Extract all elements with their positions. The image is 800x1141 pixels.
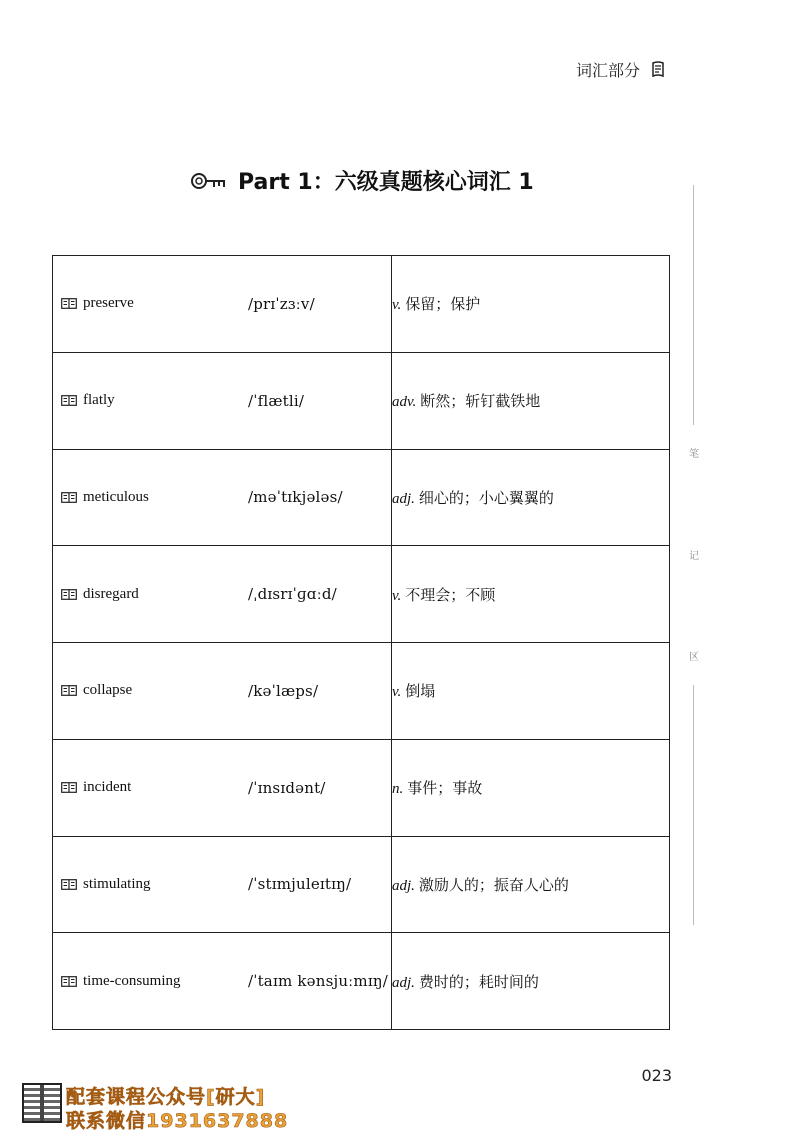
definition-cell bbox=[392, 836, 670, 933]
part-of-speech: v. bbox=[392, 684, 402, 701]
page-title: Part 1：六级真题核心词汇 1 bbox=[238, 170, 534, 195]
meaning: 细心的；小心翼翼的 bbox=[418, 488, 554, 507]
word-cell bbox=[53, 933, 392, 1030]
part-of-speech: adj. bbox=[392, 877, 415, 894]
definition-cell bbox=[392, 739, 670, 836]
meaning: 事件；事故 bbox=[407, 779, 483, 798]
side-divider bbox=[693, 185, 694, 425]
definition-cell bbox=[392, 933, 670, 1030]
word-cell bbox=[53, 836, 392, 933]
word-cell-content bbox=[53, 682, 391, 700]
open-book-icon bbox=[61, 395, 77, 406]
word-cell-content bbox=[53, 875, 391, 893]
phonetic: /ˈtaɪm kənsjuːmɪŋ/ bbox=[248, 972, 388, 991]
headword: preserve bbox=[83, 295, 134, 312]
definition-cell bbox=[392, 546, 670, 643]
running-header bbox=[576, 58, 666, 81]
open-book-icon bbox=[61, 589, 77, 600]
meaning: 保留；保护 bbox=[405, 295, 481, 314]
page-title-row bbox=[190, 165, 534, 196]
qr-code-icon bbox=[22, 1083, 62, 1123]
part-of-speech: adj. bbox=[392, 490, 415, 507]
phonetic: /prɪˈzɜːv/ bbox=[248, 294, 315, 313]
meaning: 倒塌 bbox=[405, 682, 436, 701]
open-book-icon bbox=[61, 492, 77, 503]
key-icon bbox=[190, 171, 228, 191]
part-of-speech: adj. bbox=[392, 974, 415, 991]
headword: stimulating bbox=[83, 875, 151, 892]
word-cell-content bbox=[53, 972, 391, 990]
vocab-row bbox=[53, 643, 670, 740]
phonetic: /ˌdɪsrɪˈɡɑːd/ bbox=[248, 585, 337, 604]
meaning: 激励人的；振奋人心的 bbox=[418, 875, 569, 894]
open-book-icon bbox=[61, 976, 77, 987]
promo-line-2: 联系微信1931637888 bbox=[66, 1110, 289, 1132]
word-cell-content bbox=[53, 585, 391, 603]
meaning: 不理会；不顾 bbox=[405, 585, 496, 604]
vocab-table bbox=[52, 255, 670, 1030]
side-label: 区 bbox=[689, 652, 699, 663]
phonetic: /məˈtɪkjələs/ bbox=[248, 488, 343, 507]
headword: meticulous bbox=[83, 488, 149, 505]
word-cell bbox=[53, 352, 392, 449]
section-title: 词汇部分 bbox=[575, 61, 640, 80]
vocab-row bbox=[53, 352, 670, 449]
word-cell bbox=[53, 256, 392, 353]
headword: flatly bbox=[83, 392, 115, 409]
side-label: 笔 bbox=[689, 449, 699, 460]
open-book-icon bbox=[61, 298, 77, 309]
definition-cell bbox=[392, 449, 670, 546]
word-cell-content bbox=[53, 295, 391, 313]
vocab-row bbox=[53, 739, 670, 836]
phonetic: /ˈstɪmjuleɪtɪŋ/ bbox=[248, 875, 352, 894]
side-label: 记 bbox=[689, 551, 699, 562]
part-of-speech: n. bbox=[392, 781, 404, 798]
word-cell-content bbox=[53, 392, 391, 410]
phonetic: /ˈflætli/ bbox=[248, 391, 305, 410]
meaning: 断然；斩钉截铁地 bbox=[420, 392, 541, 411]
word-cell bbox=[53, 643, 392, 740]
word-cell bbox=[53, 449, 392, 546]
phonetic: /ˈɪnsɪdənt/ bbox=[248, 778, 326, 797]
book-head-icon bbox=[650, 61, 666, 79]
part-of-speech: v. bbox=[392, 587, 402, 604]
vocab-row bbox=[53, 836, 670, 933]
definition-cell bbox=[392, 256, 670, 353]
open-book-icon bbox=[61, 685, 77, 696]
headword: disregard bbox=[83, 585, 139, 602]
definition-cell bbox=[392, 352, 670, 449]
side-divider bbox=[693, 685, 694, 925]
part-of-speech: v. bbox=[392, 297, 402, 314]
word-cell bbox=[53, 739, 392, 836]
phonetic: /kəˈlæps/ bbox=[248, 681, 319, 700]
vocab-row bbox=[53, 933, 670, 1030]
vocab-row bbox=[53, 449, 670, 546]
vocab-row bbox=[53, 546, 670, 643]
page-number: 023 bbox=[641, 1066, 672, 1085]
promo-line-1: 配套课程公众号[研大] bbox=[66, 1086, 266, 1108]
open-book-icon bbox=[61, 782, 77, 793]
headword: incident bbox=[83, 779, 132, 796]
part-of-speech: adv. bbox=[392, 394, 417, 411]
meaning: 费时的；耗时间的 bbox=[418, 972, 539, 991]
definition-cell bbox=[392, 643, 670, 740]
word-cell-content bbox=[53, 488, 391, 506]
word-cell bbox=[53, 546, 392, 643]
open-book-icon bbox=[61, 879, 77, 890]
vocab-row bbox=[53, 256, 670, 353]
headword: time-consuming bbox=[83, 972, 181, 989]
headword: collapse bbox=[83, 682, 133, 699]
word-cell-content bbox=[53, 779, 391, 797]
